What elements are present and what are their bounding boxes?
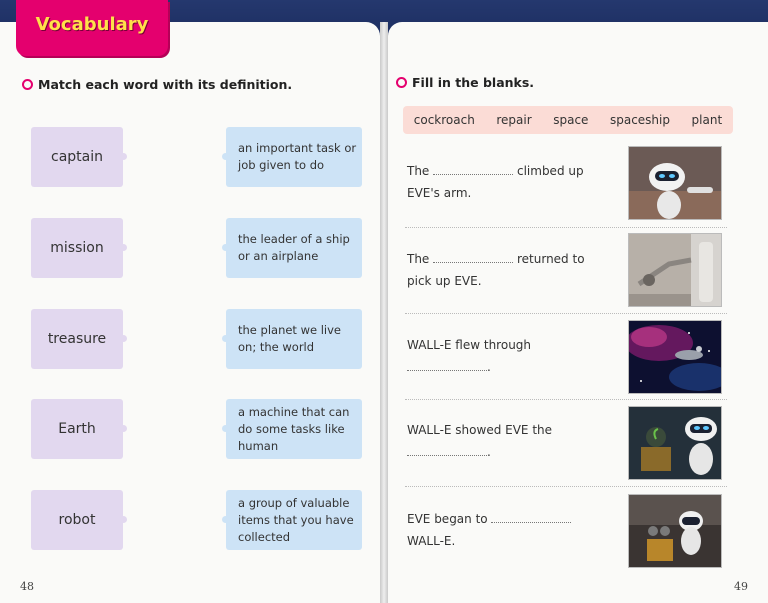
answer-blank[interactable] bbox=[433, 250, 513, 263]
sentence-text: The bbox=[407, 252, 430, 266]
definition-card-1[interactable] bbox=[226, 127, 362, 187]
divider bbox=[405, 313, 727, 314]
fill-instruction-text: Fill in the blanks. bbox=[412, 75, 535, 90]
definition-text: the leader of a ship or an airplane bbox=[238, 232, 350, 263]
word-label: Earth bbox=[58, 421, 96, 437]
definition-card-2[interactable] bbox=[226, 218, 362, 278]
word-bank-item: cockroach bbox=[413, 113, 475, 127]
word-card-treasure[interactable] bbox=[31, 309, 123, 369]
sentence-text: . bbox=[487, 360, 491, 374]
wall-e-eve-image bbox=[628, 494, 722, 568]
sentence-text: The bbox=[407, 164, 430, 178]
page-number-left: 48 bbox=[20, 580, 34, 593]
vocabulary-tab bbox=[16, 0, 168, 56]
spaceship-arm-image bbox=[628, 233, 722, 307]
word-card-captain[interactable] bbox=[31, 127, 123, 187]
sentence-2 bbox=[407, 248, 612, 292]
word-label: robot bbox=[58, 512, 96, 528]
word-label: captain bbox=[51, 149, 103, 165]
divider bbox=[405, 227, 727, 228]
sentence-3 bbox=[407, 334, 612, 378]
plant-scene-image bbox=[628, 406, 722, 480]
match-instruction bbox=[22, 77, 292, 92]
definition-text: a machine that can do some tasks like human bbox=[238, 404, 350, 453]
divider bbox=[405, 399, 727, 400]
word-bank-item: repair bbox=[496, 113, 532, 127]
sentence-text: WALL-E. bbox=[407, 534, 456, 548]
sentence-text: pick up EVE. bbox=[407, 274, 482, 288]
sentence-text: EVE began to bbox=[407, 512, 488, 526]
definition-card-5[interactable] bbox=[226, 490, 362, 550]
word-card-earth[interactable] bbox=[31, 399, 123, 459]
answer-blank[interactable] bbox=[407, 358, 487, 371]
divider bbox=[405, 486, 727, 487]
sentence-text: . bbox=[487, 445, 491, 459]
sentence-text: EVE's arm. bbox=[407, 186, 472, 200]
sentence-text: climbed up bbox=[516, 164, 584, 178]
answer-blank[interactable] bbox=[407, 443, 487, 456]
definition-text: the planet we live on; the world bbox=[238, 323, 342, 354]
word-card-mission[interactable] bbox=[31, 218, 123, 278]
definition-card-3[interactable] bbox=[226, 309, 362, 369]
word-bank-item: plant bbox=[691, 113, 723, 127]
sentence-4 bbox=[407, 419, 612, 463]
sentence-1 bbox=[407, 160, 612, 204]
bullet-icon bbox=[396, 77, 407, 88]
sentence-text: returned to bbox=[516, 252, 585, 266]
word-bank-item: spaceship bbox=[609, 113, 670, 127]
sentence-text: WALL-E flew through bbox=[407, 338, 532, 352]
word-bank-item: space bbox=[553, 113, 589, 127]
match-instruction-text: Match each word with its definition. bbox=[38, 77, 293, 92]
word-card-robot[interactable] bbox=[31, 490, 123, 550]
space-nebula-image bbox=[628, 320, 722, 394]
bullet-icon bbox=[22, 79, 33, 90]
eve-robot-image bbox=[628, 146, 722, 220]
definition-text: a group of valuable items that you have collected bbox=[238, 495, 354, 544]
sentence-5 bbox=[407, 508, 612, 552]
word-label: mission bbox=[50, 240, 104, 256]
section-title: Vocabulary bbox=[35, 14, 149, 35]
book-gutter bbox=[380, 22, 388, 603]
page-number-right: 49 bbox=[734, 580, 748, 593]
word-bank bbox=[403, 106, 733, 134]
sentence-text: WALL-E showed EVE the bbox=[407, 423, 553, 437]
definition-card-4[interactable] bbox=[226, 399, 362, 459]
word-label: treasure bbox=[47, 331, 107, 347]
answer-blank[interactable] bbox=[433, 162, 513, 175]
answer-blank[interactable] bbox=[491, 510, 571, 523]
fill-instruction bbox=[396, 75, 534, 90]
definition-text: an important task or job given to do bbox=[238, 141, 357, 172]
